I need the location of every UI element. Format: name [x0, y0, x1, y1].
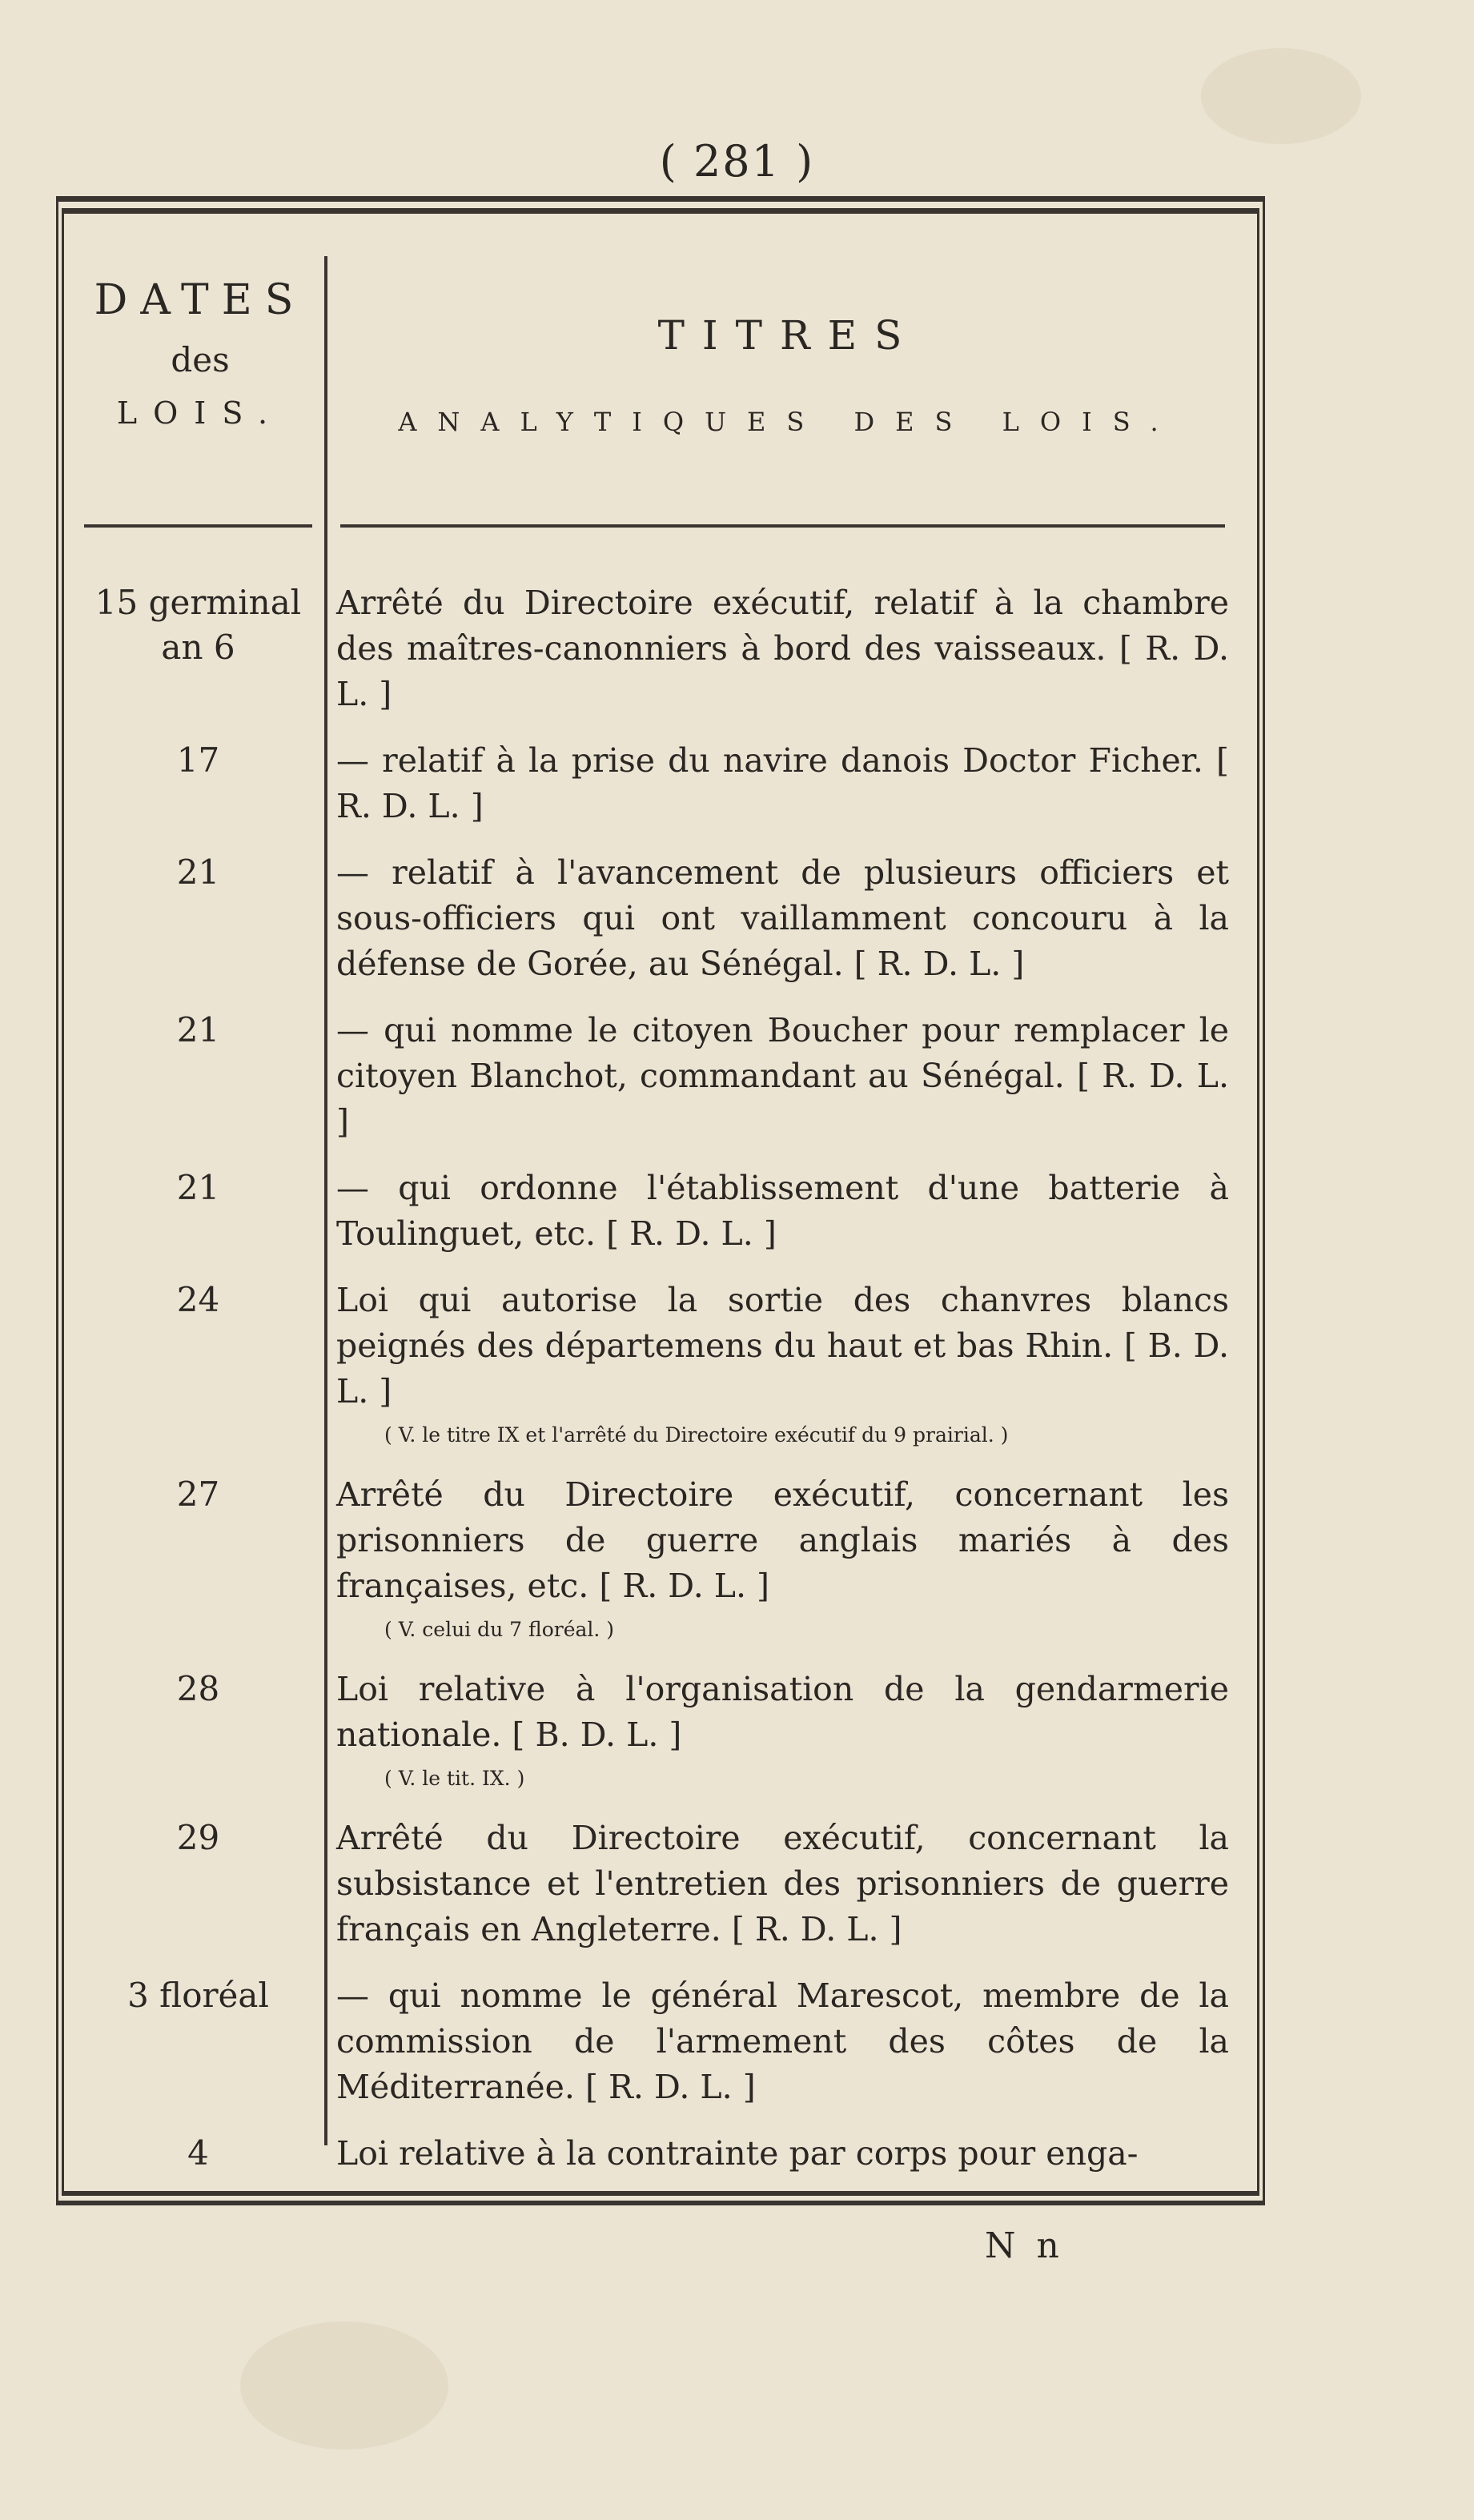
page-number: ( 281 ): [659, 136, 815, 187]
entry-body: [336, 1008, 1229, 1145]
entry-body: [336, 1166, 1229, 1257]
law-entry: [76, 1973, 1229, 2110]
entry-note: ( V. le tit. IX. ): [384, 1767, 525, 1790]
header-titres-line: ANALYTIQUES DES LOIS.: [398, 407, 1179, 437]
entry-date: 21: [176, 1168, 220, 1207]
header-dates-line: des: [171, 340, 230, 379]
law-entry: [76, 580, 1229, 717]
entry-note: ( V. le titre IX et l'arrêté du Directoire exécutif du 9 prairial. ): [384, 1423, 1009, 1447]
entry-text: Arrêté du Directoire exécutif, relatif à la chambre des maîtres-canonniers à bord des vaisseaux. [ R. D. L. ]: [336, 584, 1229, 713]
law-entry: [76, 2131, 1229, 2177]
entry-text: Loi relative à l'organisation de la gendarmerie nationale. [ B. D. L. ]: [336, 1670, 1229, 1754]
entry-text: — qui nomme le citoyen Boucher pour remplacer le citoyen Blanchot, commandant au Sénégal. [ R. D. L. ]: [336, 1011, 1229, 1141]
entry-text: Arrêté du Directoire exécutif, concernant la subsistance et l'entretien des prisonniers de guerre français en Angleterre. [ R. D. L. ]: [336, 1819, 1229, 1948]
law-entry: [76, 1816, 1229, 1952]
entry-body: [336, 1667, 1229, 1795]
signature-mark: N n: [985, 2225, 1064, 2266]
entry-date: 17: [176, 740, 220, 780]
law-entry: [76, 1166, 1229, 1257]
law-entry: [76, 1278, 1229, 1451]
entry-body: [336, 850, 1229, 987]
header-rule: [84, 524, 312, 528]
paper-stain: [1201, 48, 1361, 144]
entry-text: — relatif à la prise du navire danois Doctor Ficher. [ R. D. L. ]: [336, 741, 1229, 825]
header-rule: [340, 524, 1225, 528]
law-entries: [76, 580, 1229, 2197]
entry-body: [336, 1472, 1229, 1646]
entry-text: Loi relative à la contrainte par corps pour enga-: [336, 2134, 1139, 2173]
entry-date: 21: [176, 853, 220, 892]
law-entry: [76, 1008, 1229, 1145]
entry-body: [336, 580, 1229, 717]
header-dates: [80, 276, 320, 431]
entry-text: — relatif à l'avancement de plusieurs officiers et sous-officiers qui ont vaillamment concouru à la défense de Gorée, au Sénégal. [ R. D. L. ]: [336, 853, 1229, 983]
entry-body: [336, 1278, 1229, 1451]
law-entry: [76, 738, 1229, 829]
entry-date: 21: [176, 1010, 220, 1049]
entry-text: Loi qui autorise la sortie des chanvres blancs peignés des départemens du haut et bas Rhin. [ B. D. L. ]: [336, 1281, 1229, 1410]
entry-body: [336, 738, 1229, 829]
header-dates-line: DATES: [94, 276, 307, 324]
entry-date: 24: [176, 1280, 220, 1319]
entry-date: 29: [176, 1818, 220, 1857]
law-entry: [76, 850, 1229, 987]
entry-body: [336, 2131, 1229, 2177]
entry-body: [336, 1973, 1229, 2110]
entry-date: 3 floréal: [127, 1976, 269, 2015]
entry-text: — qui nomme le général Marescot, membre de la commission de l'armement des côtes de la Méditerranée. [ R. D. L. ]: [336, 1976, 1229, 2106]
entry-date: 4: [187, 2133, 209, 2173]
entry-date: 15 germinal an 6: [94, 583, 302, 667]
entry-body: [336, 1816, 1229, 1952]
entry-note: ( V. celui du 7 floréal. ): [384, 1618, 615, 1641]
law-entry: [76, 1667, 1229, 1795]
paper-stain: [240, 2321, 448, 2450]
header-titres-line: TITRES: [657, 312, 920, 359]
entry-date: 27: [176, 1475, 220, 1514]
header-titres: [336, 312, 1241, 437]
law-entry: [76, 1472, 1229, 1646]
header-dates-line: LOIS.: [116, 395, 284, 431]
entry-text: Arrêté du Directoire exécutif, concernant les prisonniers de guerre anglais mariés à des françaises, etc. [ R. D. L. ]: [336, 1475, 1229, 1605]
entry-date: 28: [176, 1669, 220, 1708]
entry-text: — qui ordonne l'établissement d'une batterie à Toulinguet, etc. [ R. D. L. ]: [336, 1169, 1229, 1253]
